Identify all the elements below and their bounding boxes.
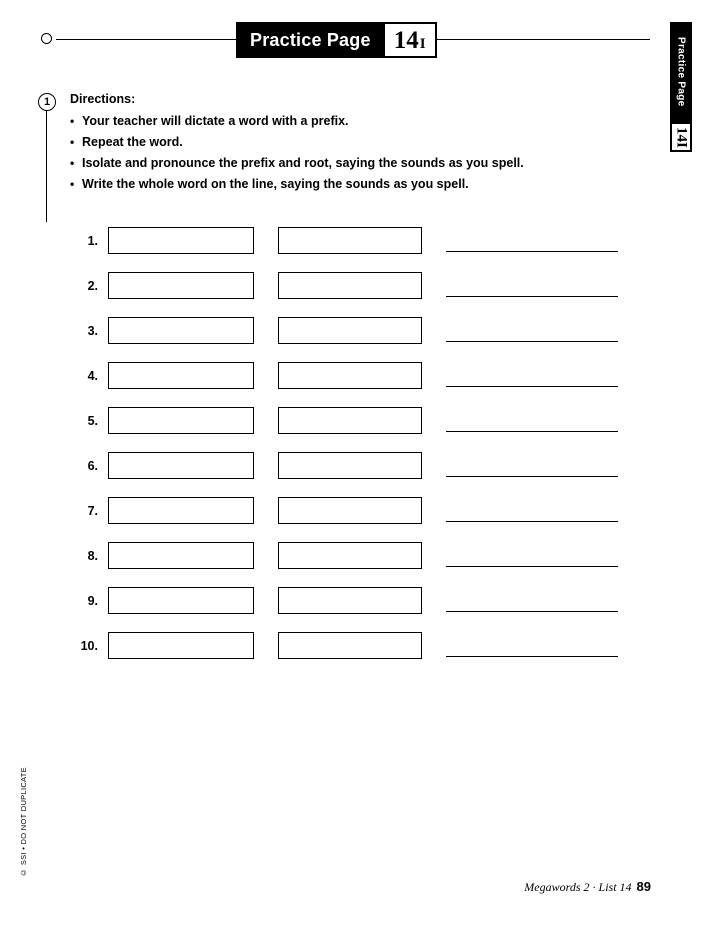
direction-text: Isolate and pronounce the prefix and root, saying the sounds as you spell. <box>82 156 524 170</box>
word-line[interactable] <box>446 455 618 477</box>
side-tab-label: Practice Page <box>675 37 687 107</box>
step-number-badge: 1 <box>38 93 56 111</box>
prefix-box[interactable] <box>108 362 254 389</box>
answer-row <box>70 578 630 623</box>
directions-block <box>70 92 630 198</box>
prefix-box[interactable] <box>108 587 254 614</box>
row-number: 6. <box>87 458 98 473</box>
answer-row <box>70 218 630 263</box>
answer-row <box>70 263 630 308</box>
bullet-icon: • <box>70 177 75 191</box>
prefix-box[interactable] <box>108 272 254 299</box>
side-tab-number <box>670 122 692 152</box>
directions-label: Directions: <box>70 92 136 106</box>
answer-rows <box>70 218 630 668</box>
root-box[interactable] <box>278 362 422 389</box>
row-number: 1. <box>87 233 98 248</box>
root-box[interactable] <box>278 632 422 659</box>
direction-item <box>70 177 630 192</box>
page-number: 89 <box>636 879 651 894</box>
answer-row <box>70 623 630 668</box>
direction-text: Write the whole word on the line, saying the sounds as you spell. <box>82 177 469 191</box>
bullet-icon: • <box>70 114 75 128</box>
page-title-block <box>236 22 437 58</box>
root-box[interactable] <box>278 272 422 299</box>
prefix-box[interactable] <box>108 317 254 344</box>
prefix-box[interactable] <box>108 407 254 434</box>
direction-item <box>70 135 630 150</box>
row-number: 5. <box>87 413 98 428</box>
answer-row <box>70 488 630 533</box>
prefix-box[interactable] <box>108 542 254 569</box>
copyright-notice: © SSI • DO NOT DUPLICATE <box>19 767 28 877</box>
row-number: 10. <box>80 638 98 653</box>
page-number-suffix: I <box>419 36 426 52</box>
answer-row <box>70 353 630 398</box>
bullet-icon: • <box>70 135 75 149</box>
prefix-box[interactable] <box>108 452 254 479</box>
row-number: 2. <box>87 278 98 293</box>
word-line[interactable] <box>446 500 618 522</box>
word-line[interactable] <box>446 230 618 252</box>
direction-item <box>70 114 630 129</box>
word-line[interactable] <box>446 410 618 432</box>
page-number-value: 14 <box>393 27 419 54</box>
row-number: 8. <box>87 548 98 563</box>
word-line[interactable] <box>446 590 618 612</box>
page-number-badge <box>385 22 437 58</box>
answer-row <box>70 533 630 578</box>
direction-item <box>70 156 630 171</box>
left-guide-line <box>46 110 47 222</box>
row-number: 9. <box>87 593 98 608</box>
root-box[interactable] <box>278 497 422 524</box>
word-line[interactable] <box>446 320 618 342</box>
root-box[interactable] <box>278 542 422 569</box>
answer-row <box>70 443 630 488</box>
root-box[interactable] <box>278 317 422 344</box>
answer-row <box>70 398 630 443</box>
page-footer <box>524 879 651 895</box>
side-tab <box>670 22 692 122</box>
header-bullet-icon <box>41 33 52 44</box>
root-box[interactable] <box>278 452 422 479</box>
direction-text: Repeat the word. <box>82 135 183 149</box>
row-number: 4. <box>87 368 98 383</box>
row-number: 7. <box>87 503 98 518</box>
word-line[interactable] <box>446 545 618 567</box>
prefix-box[interactable] <box>108 227 254 254</box>
row-number: 3. <box>87 323 98 338</box>
direction-text: Your teacher will dictate a word with a prefix. <box>82 114 349 128</box>
bullet-icon: • <box>70 156 75 170</box>
word-line[interactable] <box>446 275 618 297</box>
root-box[interactable] <box>278 227 422 254</box>
page-title: Practice Page <box>236 22 385 58</box>
root-box[interactable] <box>278 407 422 434</box>
word-line[interactable] <box>446 635 618 657</box>
prefix-box[interactable] <box>108 632 254 659</box>
book-citation: Megawords 2 · List 14 <box>524 880 632 894</box>
side-tab-number-label: 14I <box>673 126 690 148</box>
answer-row <box>70 308 630 353</box>
word-line[interactable] <box>446 365 618 387</box>
root-box[interactable] <box>278 587 422 614</box>
prefix-box[interactable] <box>108 497 254 524</box>
